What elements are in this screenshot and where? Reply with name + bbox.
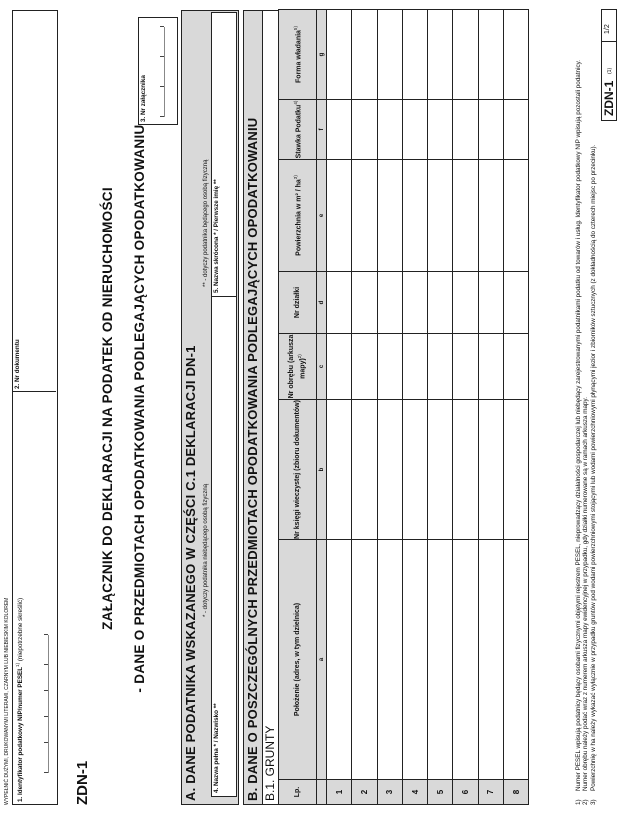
row-number: 4	[402, 780, 427, 805]
location-cell[interactable]	[402, 540, 427, 780]
area-cell[interactable]	[453, 160, 478, 272]
location-cell[interactable]	[352, 540, 377, 780]
footnote-number: 1)	[575, 799, 582, 805]
table-row	[428, 10, 453, 805]
plot-number-cell[interactable]	[402, 272, 427, 334]
land-register-cell[interactable]	[402, 400, 427, 540]
footnote	[575, 15, 582, 805]
location-cell[interactable]	[504, 540, 529, 780]
plot-number-cell[interactable]	[453, 272, 478, 334]
form-code: ZDN-1	[74, 760, 91, 805]
table-row	[504, 10, 529, 805]
ownership-form-cell[interactable]	[478, 10, 503, 100]
ownership-form-cell[interactable]	[453, 10, 478, 100]
tax-rate-cell[interactable]	[478, 100, 503, 160]
section-a-heading: A. DANE PODATNIKA WSKAZANEGO W CZĘŚCI C.1 DEKLARACJI DN-1	[183, 345, 198, 801]
letter-b: b	[317, 400, 327, 540]
area-cell[interactable]	[428, 160, 453, 272]
table-row	[478, 10, 503, 805]
area-cell[interactable]	[377, 160, 402, 272]
precinct-cell[interactable]	[428, 334, 453, 400]
plot-number-cell[interactable]	[504, 272, 529, 334]
title-line1: ZAŁĄCZNIK DO DEKLARACJI NA PODATEK OD NIERUCHOMOŚCI	[100, 187, 115, 630]
title-line2: - DANE O PRZEDMIOTACH OPODATKOWANIA PODLEGAJĄCYCH OPODATKOWANIU	[132, 124, 147, 693]
ownership-form-cell[interactable]	[428, 10, 453, 100]
grounds-table	[278, 9, 529, 805]
footnote-text: Numer obrębu należy podać wraz z numerem arkusza mapy ewidencyjnej w przypadku, gdy działki numerowane są w ramach arkusza mapy.	[582, 397, 590, 791]
footnote-number: 3)	[589, 799, 597, 805]
col-location: Położenie (adres, w tym dzielnica)	[279, 540, 317, 780]
area-cell[interactable]	[504, 160, 529, 272]
field4-label: 4. Nazwa pełna * / Nazwisko **	[213, 703, 220, 793]
tax-rate-cell[interactable]	[352, 100, 377, 160]
ownership-form-cell[interactable]	[327, 10, 352, 100]
footer-form-code: ZDN-1	[602, 80, 616, 116]
col-lp: Lp.	[279, 780, 317, 805]
field3-label: 3. Nr załącznika	[140, 75, 147, 122]
plot-number-cell[interactable]	[377, 272, 402, 334]
section-b1-heading: B.1. GRUNTY	[263, 725, 277, 801]
ownership-form-cell[interactable]	[504, 10, 529, 100]
letter-f: f	[317, 100, 327, 160]
fill-instruction: WYPEŁNIĆ DUŻYMI, DRUKOWANYMI LITERAMI, CZARNYM LUB NIEBIESKIM KOLOREM	[4, 597, 10, 805]
col-precinct: Nr obrębu (arkusza mapy)$^{2)}$	[279, 334, 317, 400]
footnote-text: Numer PESEL wpisują podatnicy będący osobami fizycznymi objętymi rejestrem PESEL, nieprowadzący działalności gospodarczej lub niebędący zarejestrowanymi podatnikami podatku od towarów i usług. Identyfikator podatkowy NIP wpisują pozostali podatnicy.	[575, 59, 582, 791]
row-number: 2	[352, 780, 377, 805]
table-row	[377, 10, 402, 805]
col-area: Powierzchnia w $m^2 / ha^{3)}$	[279, 160, 317, 272]
plot-number-cell[interactable]	[478, 272, 503, 334]
precinct-cell[interactable]	[377, 334, 402, 400]
area-cell[interactable]	[478, 160, 503, 272]
footer-code-sup: (1)	[607, 67, 613, 74]
location-cell[interactable]	[453, 540, 478, 780]
row-number: 5	[428, 780, 453, 805]
short-name-field[interactable]	[211, 12, 237, 297]
precinct-cell[interactable]	[504, 334, 529, 400]
area-cell[interactable]	[352, 160, 377, 272]
footnotes	[575, 15, 597, 805]
precinct-cell[interactable]	[352, 334, 377, 400]
location-cell[interactable]	[428, 540, 453, 780]
letter-c: c	[317, 334, 327, 400]
row-number: 7	[478, 780, 503, 805]
letter-lp	[317, 780, 327, 805]
field1-label: 1. Identyfikator podatkowy NIP/numer PESEL$^{1)}$ (niepotrzebne skreślić)	[15, 597, 25, 802]
precinct-cell[interactable]	[453, 334, 478, 400]
document-number-input[interactable]	[22, 15, 52, 389]
footnote	[590, 15, 597, 805]
letter-e: e	[317, 160, 327, 272]
precinct-cell[interactable]	[327, 334, 352, 400]
location-cell[interactable]	[377, 540, 402, 780]
location-cell[interactable]	[478, 540, 503, 780]
col-land-register: Nr księgi wieczystej (zbioru dokumentów)	[279, 400, 317, 540]
land-register-cell[interactable]	[478, 400, 503, 540]
location-cell[interactable]	[327, 540, 352, 780]
section-a-note-right: ** - dotyczy podatnika będącego osobą fizyczną	[203, 159, 209, 287]
plot-number-cell[interactable]	[428, 272, 453, 334]
col-plot-number: Nr działki	[279, 272, 317, 334]
table-row	[453, 10, 478, 805]
tax-rate-cell[interactable]	[377, 100, 402, 160]
table-row	[327, 10, 352, 805]
row-number: 6	[453, 780, 478, 805]
land-register-cell[interactable]	[504, 400, 529, 540]
tax-rate-cell[interactable]	[428, 100, 453, 160]
footnote	[582, 15, 589, 805]
land-register-cell[interactable]	[428, 400, 453, 540]
footnote-text: Powierzchnię w ha należy wykazać wyłącznie w przypadku gruntów pod wodami powierzchniowymi stojącymi lub wodami powierzchniowymi płynącymi jezior i zbiorników sztucznych (z dokładnością do czterech miejsc po przecinku).	[589, 144, 597, 791]
precinct-cell[interactable]	[478, 334, 503, 400]
tax-rate-cell[interactable]	[402, 100, 427, 160]
row-number: 1	[327, 780, 352, 805]
col-tax-rate: Stawka Podatku$^{4)}$	[279, 100, 317, 160]
land-register-cell[interactable]	[377, 400, 402, 540]
area-cell[interactable]	[402, 160, 427, 272]
full-name-field[interactable]	[211, 295, 237, 797]
table-row	[402, 10, 427, 805]
footer-code-box	[601, 9, 617, 121]
section-b1	[262, 10, 279, 805]
plot-number-cell[interactable]	[327, 272, 352, 334]
tax-rate-cell[interactable]	[504, 100, 529, 160]
letter-a: a	[317, 540, 327, 780]
field2-label: 2. Nr dokumentu	[14, 339, 21, 389]
land-register-cell[interactable]	[352, 400, 377, 540]
attachment-number-input[interactable]	[164, 27, 165, 117]
row-number: 3	[377, 780, 402, 805]
field5-label: 5. Nazwa skrócona * / Pierwsze imię **	[213, 179, 220, 293]
col-ownership-form: Forma władania$^{5)}$	[279, 10, 317, 100]
area-cell[interactable]	[327, 160, 352, 272]
ownership-form-cell[interactable]	[352, 10, 377, 100]
page-number: 1/2	[604, 24, 611, 34]
land-register-cell[interactable]	[327, 400, 352, 540]
section-b-heading: B. DANE O POSZCZEGÓLNYCH PRZEDMIOTACH OPODATKOWANIA PODLEGAJĄCYCH OPODATKOWANIU	[245, 117, 260, 801]
letter-g: g	[317, 10, 327, 100]
precinct-cell[interactable]	[402, 334, 427, 400]
tax-rate-cell[interactable]	[327, 100, 352, 160]
land-register-cell[interactable]	[453, 400, 478, 540]
table-row	[352, 10, 377, 805]
section-a-note-left: * - dotyczy podatnika niebędącego osobą fizyczną	[203, 483, 209, 617]
ownership-form-cell[interactable]	[377, 10, 402, 100]
letter-d: d	[317, 272, 327, 334]
row-number: 8	[504, 780, 529, 805]
plot-number-cell[interactable]	[352, 272, 377, 334]
ownership-form-cell[interactable]	[402, 10, 427, 100]
tax-rate-cell[interactable]	[453, 100, 478, 160]
footnote-number: 2)	[582, 799, 590, 805]
nip-input[interactable]	[48, 635, 49, 773]
